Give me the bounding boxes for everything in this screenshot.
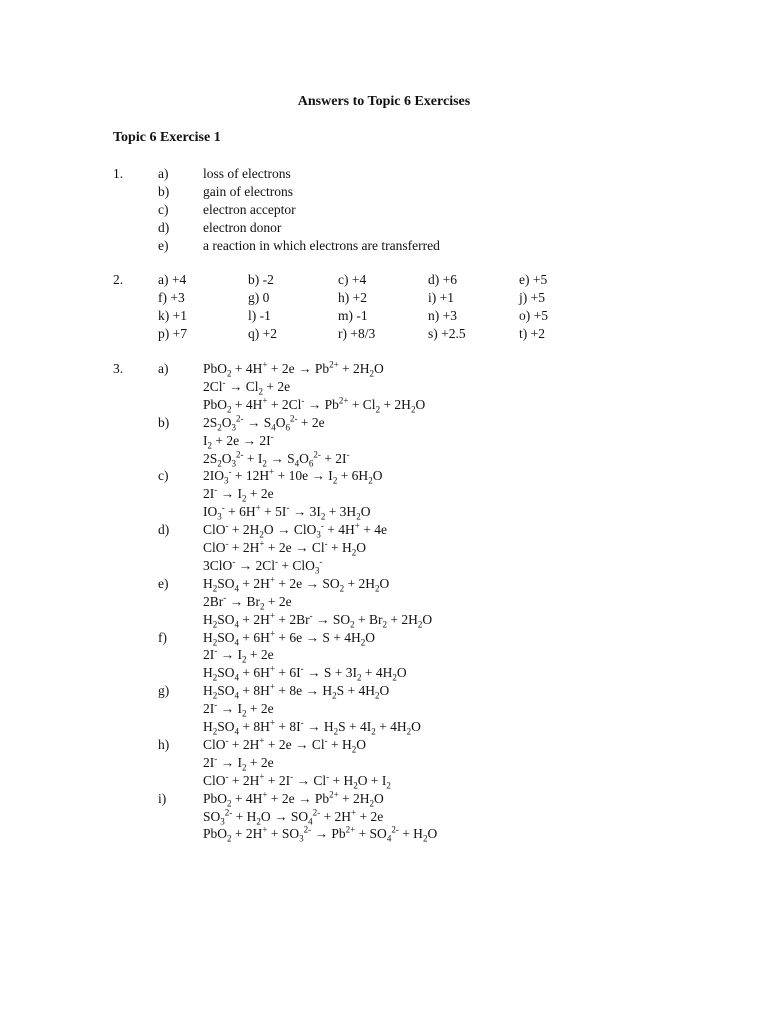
equation: $2I^- \to I_2 + 2e$ [203,645,274,666]
part-label: h) [158,736,170,752]
oxidation-cell: h) +2 [338,290,367,305]
answer-text: electron acceptor [203,202,296,217]
oxidation-cell: e) +5 [519,272,548,287]
oxidation-cell: s) +2.5 [428,326,466,341]
oxidation-cell: i) +1 [428,290,454,305]
question-number: 3. [113,361,124,376]
equation: $IO_3^- + 6H^+ + 5I^- \to 3I_2 + 3H_2O$ [203,502,371,522]
question-number: 2. [113,272,124,287]
equation: $PbO_2 + 4H^+ + 2e \to Pb^{2+} + 2H_2O$ [203,359,384,379]
oxidation-cell: j) +5 [519,290,545,305]
oxidation-cell: f) +3 [158,290,185,305]
oxidation-cell: d) +6 [428,272,457,287]
part-label: i) [158,790,167,806]
equation: $ClO^- + 2H^+ + 2e \to Cl^- + H_2O$ [203,735,366,755]
equation: $2IO_3^- + 12H^+ + 10e \to I_2 + 6H_2O$ [203,466,383,487]
equation: $2S_2O_3^{2-} + I_2 \to S_4O_6^{2-} + 2I^-$ [203,449,350,469]
oxidation-cell: g) 0 [248,290,270,305]
equation: 3ClO- → 2Cl- + ClO$_3$- [203,556,323,576]
equation: $2S_2O_3^{2-} \to S_4O_6^{2-} + 2e$ [203,413,325,433]
answer-label: c) [158,202,169,217]
answer-text: loss of electrons [203,166,291,181]
part-label: a) [158,361,169,376]
answer-label: e) [158,238,169,253]
equation: $2Cl^- \to Cl_2 + 2e$ [203,377,291,397]
equation: $ClO^- + 2H_2O \to ClO_3^- + 4H^+ + 4e$ [203,520,387,540]
oxidation-cell: c) +4 [338,272,367,287]
oxidation-cell: n) +3 [428,308,457,323]
part-label: f) [158,629,167,645]
oxidation-cell: r) +8/3 [338,326,376,341]
equation: $H_2SO_4 + 8H^+ + 8I^- \to H_2S + 4I_2 + 4H_2O$ [203,717,421,737]
oxidation-cell: t) +2 [519,326,545,341]
oxidation-cell: k) +1 [158,308,187,323]
oxidation-cell: q) +2 [248,326,277,341]
oxidation-cell: a) +4 [158,272,187,287]
answer-text: a reaction in which electrons are transferred [203,238,440,253]
answer-label: d) [158,220,170,235]
part-label: b) [158,414,170,430]
oxidation-cell: l) -1 [248,308,271,323]
answer-text: gain of electrons [203,184,293,199]
equation: $H_2SO_4 + 6H^+ + 6e \to S + 4H_2O$ [203,628,375,648]
answer-label: a) [158,166,169,181]
oxidation-cell: m) -1 [338,308,368,323]
equation: $H_2SO_4 + 8H^+ + 8e \to H_2S + 4H_2O$ [203,681,390,701]
equation: $I_2 + 2e \to 2I^-$ [203,431,274,451]
answer-text: electron donor [203,220,282,235]
question-number: 1. [113,166,124,181]
part-label: d) [158,522,170,538]
part-label: c) [158,468,169,484]
equation: $PbO_2 + 4H^+ + 2Cl^- \to Pb^{2+} + Cl_2 + 2H_2O$ [203,395,426,415]
equation: $H_2SO_4 + 2H^+ + 2Br^- \to SO_2 + Br_2 + 2H_2O$ [203,610,433,630]
equation: $2I^- \to I_2 + 2e$ [203,699,274,719]
equation: $2Br^- \to Br_2 + 2e$ [203,592,292,612]
equation: $ClO^- + 2H^+ + 2I^- \to Cl^- + H_2O + I_2$ [203,771,391,791]
equation: $PbO_2 + 2H^+ + SO_3^{2-} \to Pb^{2+} + SO_4^{2-} + H_2O$ [203,824,438,845]
equation: $ClO^- + 2H^+ + 2e \to Cl^- + H_2O$ [203,538,366,558]
part-label: g) [158,683,170,699]
answer-label: b) [158,184,170,199]
oxidation-cell: p) +7 [158,326,187,341]
equation: $H_2SO_4 + 6H^+ + 6I^- \to S + 3I_2 + 4H_2O$ [203,663,407,683]
equation: $2I^- \to I_2 + 2e$ [203,484,274,504]
page-title: Answers to Topic 6 Exercises [297,94,471,109]
equation: $SO_3^{2-} + H_2O \to SO_4^{2-} + 2H^+ + 2e$ [203,807,384,827]
equation: $PbO_2 + 4H^+ + 2e \to Pb^{2+} + 2H_2O$ [203,789,384,809]
oxidation-cell: b) -2 [248,272,274,287]
equation: $2I^- \to I_2 + 2e$ [203,753,274,773]
oxidation-cell: o) +5 [519,308,548,323]
exercise-heading: Topic 6 Exercise 1 [113,130,221,145]
equation: $H_2SO_4 + 2H^+ + 2e \to SO_2 + 2H_2O$ [203,574,390,594]
part-label: e) [158,575,169,591]
